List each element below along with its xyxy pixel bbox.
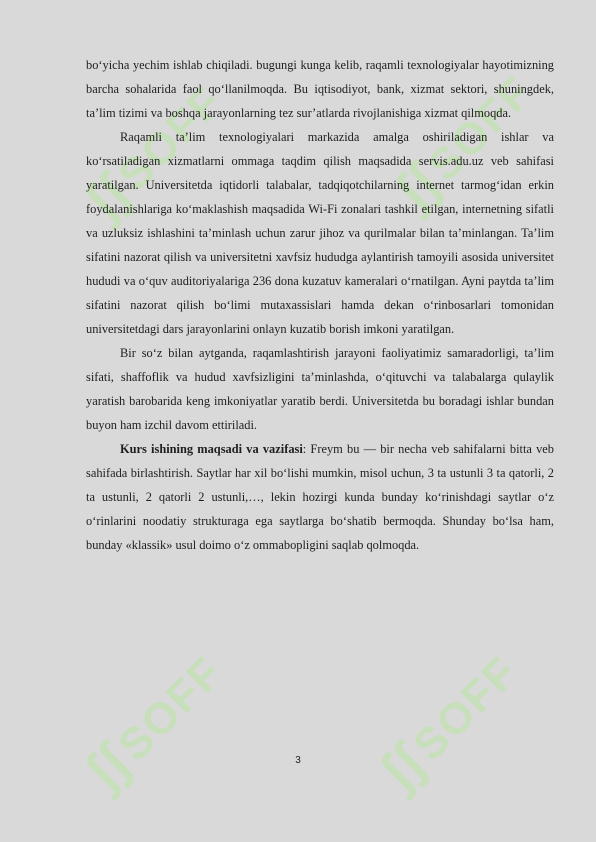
document-body <box>86 53 554 557</box>
watermark-text: SOFF <box>419 67 543 191</box>
watermark-text: SOFF <box>109 647 233 771</box>
paragraph-text: : Freym bu — bir necha veb sahifalarni bitta veb sahifada birlashtirish. Saytlar har xil bo‘lishi mumkin, misol uchun, 3 ta ustunli 3 ta qatorli, 2 ta ustunli, 2 qatorli 2 ustunli,…, lekin hozirgi kunda bunday ko‘rinishdagi saytlar o‘z o‘rinlarini noodatiy strukturaga ega saytlarga bo‘shatib bermoqda. Shunday bo‘lsa ham, bunday «klassik» usul doimo o‘z ommabopligini saqlab qolmoqda. <box>86 442 554 552</box>
watermark-mark: ʃʃ <box>73 163 142 232</box>
watermark-text: SOFF <box>109 77 233 201</box>
paragraph: bo‘yicha yechim ishlab chiqiladi. bugungi kunga kelib, raqamli texnologiyalar hayotimizning barcha sohalarida faol qo‘llanilmoqda. Bu iqtisodiyot, bank, xizmat sektori, shuningdek, ta’lim tizimi va boshqa jarayonlarning tez sur’atlarda rivojlanishiga xizmat qilmoqda. <box>86 58 554 120</box>
watermark-logo <box>368 640 530 802</box>
paragraph: Raqamli ta’lim texnologiyalari markazida amalga oshiriladigan ishlar va ko‘rsatiladigan xizmatlarni ommaga taqdim qilish maqsadida servis.adu.uz veb sahifasi yaratilgan. Universitetda iqtidorli talabalar, tadqiqotchilarning internet tarmog‘idan erkin foydalanishlariga ko‘maklashish maqsadida Wi-Fi zonalari tashkil etilgan, internetning sifatli va uzluksiz ishlashini ta’minlash uchun zarur jihoz va qurilmalar bilan ta’minlangan. Ta’lim sifatini nazorat qilish va universitetni xavfsiz hududga aylantirish tamoyili asosida universitet hududi va o‘quv auditoriyalariga 236 dona kuzatuv kameralari o‘rnatilgan. Ayni paytda ta’lim sifatini nazorat qilish bo‘limi mutaxassislari hamda dekan o‘rinbosarlari tomonidan universitetdagi dars jarayonlarini onlayn kuzatib borish imkoni yaratilgan. <box>86 130 554 336</box>
watermark-mark: ʃʃ <box>383 153 452 222</box>
page-number: 3 <box>295 755 301 766</box>
section-heading: Kurs ishining maqsadi va vazifasi <box>120 442 303 456</box>
paragraph: Bir so‘z bilan aytganda, raqamlashtirish jarayoni faoliyatimiz samaradorligi, ta’lim sifati, shaffoflik va hudud xavfsizligini ta’minlashda, o‘qituvchi va talabalarga qulaylik yaratish barobarida keng imkoniyatlar yaratib berdi. Universitetda bu boradagi ishlar bundan buyon ham izchil davom ettiriladi. <box>86 346 554 432</box>
watermark-text: SOFF <box>404 647 528 771</box>
paragraph <box>86 437 554 557</box>
watermark-mark: ʃʃ <box>73 733 142 802</box>
watermark-logo <box>73 640 235 802</box>
watermark-mark: ʃʃ <box>368 733 437 802</box>
